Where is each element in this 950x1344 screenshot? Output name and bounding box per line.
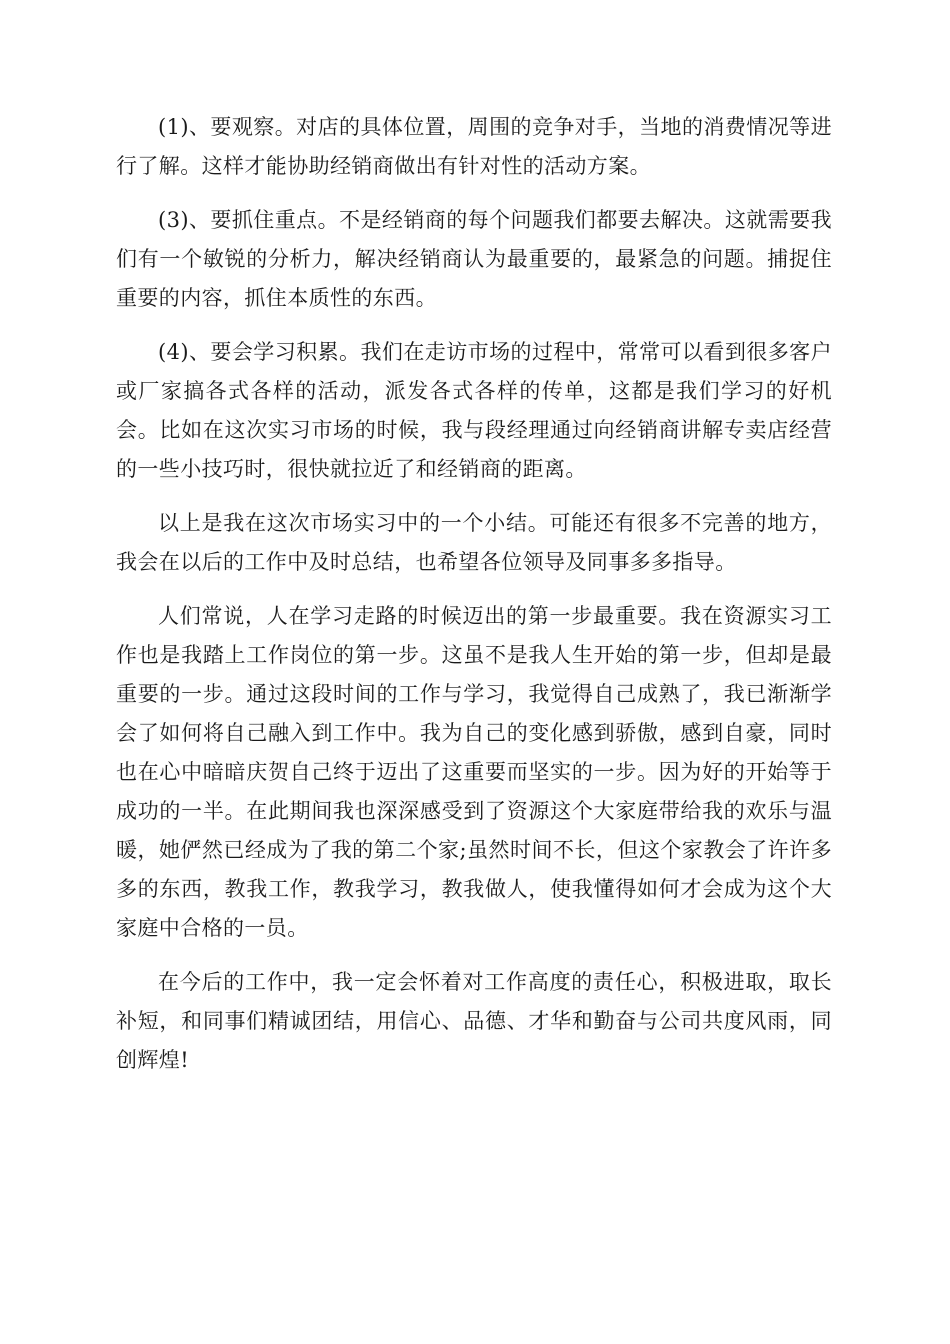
paragraph-first-step: 人们常说，人在学习走路的时候迈出的第一步最重要。我在资源实习工作也是我踏上工作岗位的第一步。这虽不是我人生开始的第一步，但却是最重要的一步。通过这段时间的工作与学习，我觉得自己成熟了，我已渐渐学会了如何将自己融入到工作中。我为自己的变化感到骄傲，感到自豪，同时也在心中暗暗庆贺自己终于迈出了这重要而坚实的一步。因为好的开始等于成功的一半。在此期间我也深深感受到了资源这个大家庭带给我的欢乐与温暖，她俨然已经成为了我的第二个家;虽然时间不长，但这个家教会了许许多多的东西，教我工作，教我学习，教我做人，使我懂得如何才会成为这个大家庭中合格的一员。 <box>116 604 832 940</box>
paragraph-observe: (1)、要观察。对店的具体位置，周围的竞争对手，当地的消费情况等进行了解。这样才能协助经销商做出有针对性的活动方案。 <box>116 115 832 178</box>
paragraph-focus: (3)、要抓住重点。不是经销商的每个问题我们都要去解决。这就需要我们有一个敏锐的分析力，解决经销商认为最重要的，最紧急的问题。捕捉住重要的内容，抓住本质性的东西。 <box>116 208 832 310</box>
paragraph-summary: 以上是我在这次市场实习中的一个小结。可能还有很多不完善的地方，我会在以后的工作中及时总结，也希望各位领导及同事多多指导。 <box>116 511 832 574</box>
paragraph-future: 在今后的工作中，我一定会怀着对工作高度的责任心，积极进取，取长补短，和同事们精诚团结，用信心、品德、才华和勤奋与公司共度风雨，同创辉煌! <box>116 970 832 1072</box>
paragraph-learn: (4)、要会学习积累。我们在走访市场的过程中，常常可以看到很多客户或厂家搞各式各样的活动，派发各式各样的传单，这都是我们学习的好机会。比如在这次实习市场的时候，我与段经理通过向经销商讲解专卖店经营的一些小技巧时，很快就拉近了和经销商的距离。 <box>116 340 832 481</box>
document-body <box>116 108 832 1095</box>
